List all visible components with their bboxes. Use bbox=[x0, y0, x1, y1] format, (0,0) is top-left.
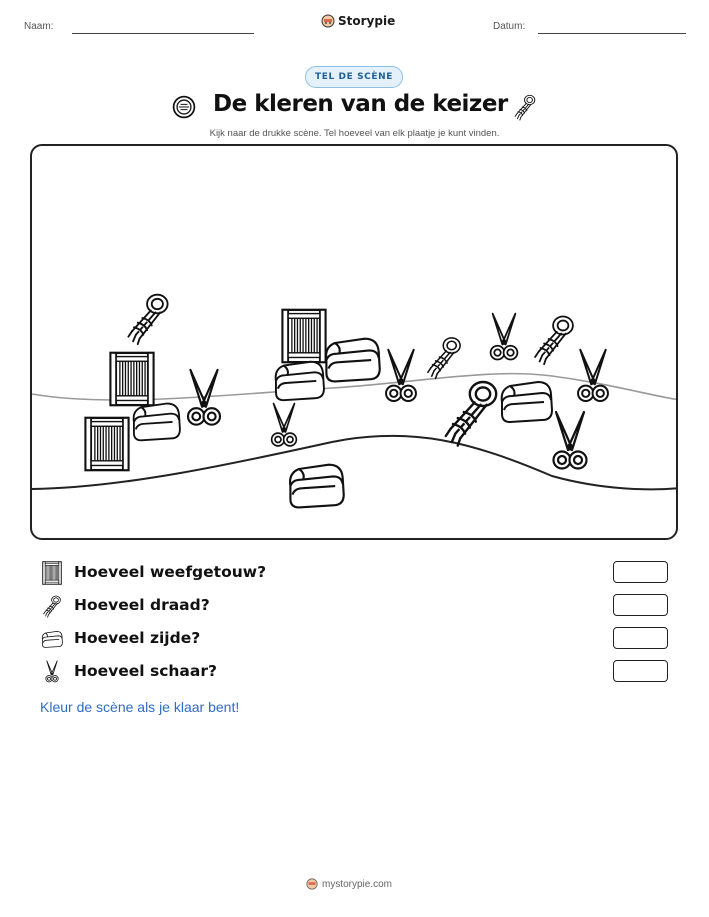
answer-box[interactable] bbox=[613, 627, 668, 649]
scissors-icon bbox=[554, 412, 587, 469]
page-subtitle: Kijk naar de drukke scène. Tel hoeveel van elk plaatje je kunt vinden. bbox=[209, 128, 500, 139]
thread-icon bbox=[446, 382, 496, 446]
silk-icon bbox=[40, 627, 64, 651]
answer-box[interactable] bbox=[613, 594, 668, 616]
silk-icon bbox=[290, 465, 344, 508]
scissors-icon bbox=[40, 660, 64, 684]
loom-icon bbox=[86, 418, 129, 470]
thread-icon bbox=[428, 338, 460, 379]
answer-box[interactable] bbox=[613, 561, 668, 583]
date-label: Datum: bbox=[493, 21, 526, 32]
footer bbox=[306, 878, 392, 890]
storypie-mascot-icon bbox=[321, 14, 335, 28]
scissors-icon bbox=[272, 404, 297, 446]
thread-icon bbox=[512, 93, 538, 121]
title-row bbox=[0, 91, 709, 123]
question-label: Hoeveel zijde? bbox=[74, 629, 201, 647]
silk-icon bbox=[326, 339, 380, 382]
question-label: Hoeveel weefgetouw? bbox=[74, 563, 267, 581]
question-row bbox=[40, 660, 670, 686]
storypie-mascot-icon bbox=[306, 878, 318, 890]
footer-url: mystorypie.com bbox=[322, 878, 393, 890]
coin-icon bbox=[171, 94, 197, 120]
thread-icon bbox=[535, 317, 573, 365]
name-line[interactable] bbox=[72, 33, 254, 34]
silk-icon bbox=[134, 404, 180, 441]
loom-icon bbox=[283, 310, 326, 362]
answer-box[interactable] bbox=[613, 660, 668, 682]
thread-icon bbox=[40, 594, 64, 618]
thread-icon bbox=[128, 295, 167, 344]
activity-badge: TEL DE SCÈNE bbox=[305, 66, 403, 88]
silk-icon bbox=[276, 362, 324, 400]
date-line[interactable] bbox=[538, 33, 686, 34]
loom-icon bbox=[40, 561, 64, 585]
question-row bbox=[40, 594, 670, 620]
scissors-icon bbox=[386, 350, 416, 401]
scissors-icon bbox=[578, 350, 608, 401]
brand-logo bbox=[321, 14, 395, 28]
scissors-icon bbox=[491, 314, 518, 360]
question-row bbox=[40, 627, 670, 653]
brand-name: Storypie bbox=[338, 14, 396, 28]
count-scene bbox=[30, 144, 678, 540]
question-row bbox=[40, 561, 670, 587]
silk-icon bbox=[502, 382, 552, 422]
question-label: Hoeveel schaar? bbox=[74, 662, 217, 680]
question-label: Hoeveel draad? bbox=[74, 596, 210, 614]
loom-icon bbox=[111, 353, 154, 405]
page-title: De kleren van de keizer bbox=[213, 91, 508, 117]
coloring-instruction: Kleur de scène als je klaar bent! bbox=[40, 699, 240, 715]
name-label: Naam: bbox=[24, 21, 54, 32]
